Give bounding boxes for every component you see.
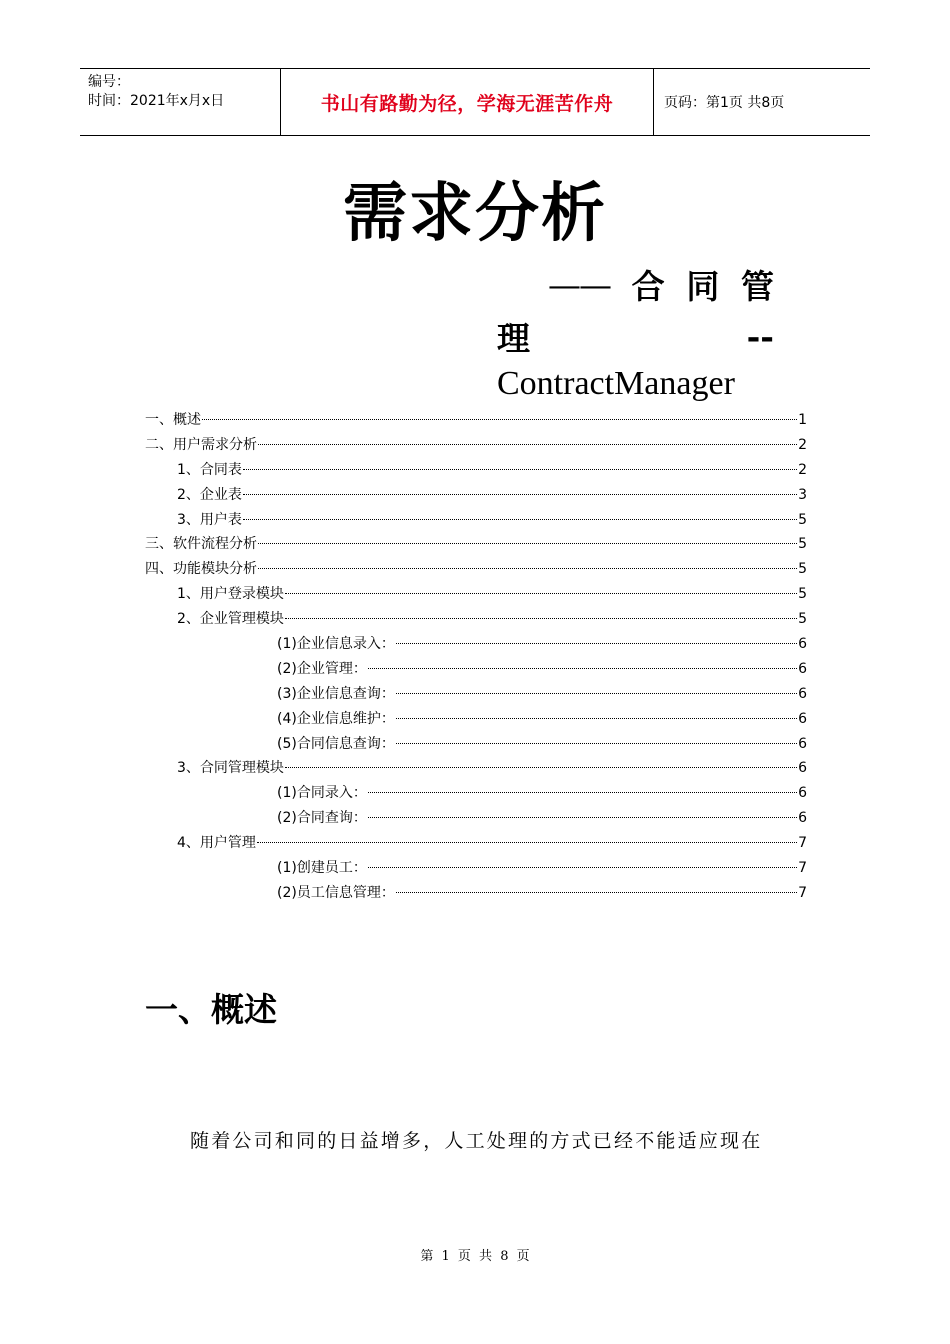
toc-leader-dots xyxy=(368,867,797,868)
toc-entry-page: 6 xyxy=(798,735,807,752)
toc-entry-page: 6 xyxy=(798,660,807,677)
toc-entry-page: 6 xyxy=(798,760,807,777)
toc-leader-dots xyxy=(396,643,797,644)
toc-leader-dots xyxy=(368,792,797,793)
toc-entry[interactable] xyxy=(145,881,807,906)
toc-entry-label: (3)企业信息查询： xyxy=(277,685,395,702)
toc-entry-label: 1、合同表 xyxy=(177,461,242,478)
section-heading: 一、概述 xyxy=(145,990,277,1029)
toc-leader-dots xyxy=(243,494,797,495)
subtitle-line-3: ContractManager xyxy=(497,365,735,402)
toc-leader-dots xyxy=(396,743,797,744)
toc-entry-label: 三、软件流程分析 xyxy=(145,536,257,553)
toc-entry-page: 6 xyxy=(798,810,807,827)
page-footer: 第 1 页 共 8 页 xyxy=(420,1249,530,1264)
subtitle-char: 管 xyxy=(740,266,774,306)
toc-entry-label: (5)合同信息查询： xyxy=(277,735,395,752)
toc-entry-label: (2)合同查询： xyxy=(277,810,367,827)
toc-entry[interactable] xyxy=(145,756,807,781)
toc-entry-label: 2、企业表 xyxy=(177,486,242,503)
header-page-cell xyxy=(654,69,870,135)
toc-entry-page: 7 xyxy=(798,860,807,877)
toc-leader-dots xyxy=(258,543,797,544)
toc-entry-label: 一、概述 xyxy=(145,412,201,428)
toc-entry[interactable] xyxy=(145,806,807,831)
section-paragraph: 随着公司和同的日益增多，人工处理的方式已经不能适应现在 xyxy=(190,1130,763,1152)
toc-entry[interactable] xyxy=(145,607,807,632)
motto-text: 书山有路勤为径，学海无涯苦作舟 xyxy=(320,92,614,115)
toc-entry-label: (1)创建员工： xyxy=(277,860,367,877)
toc-entry-page: 5 xyxy=(798,611,807,628)
page-info: 页码：第1页 共8页 xyxy=(664,95,785,111)
toc-leader-dots xyxy=(285,767,797,768)
toc-entry[interactable] xyxy=(145,532,807,557)
toc-entry-page: 6 xyxy=(798,636,807,653)
toc-entry[interactable] xyxy=(145,781,807,806)
toc-entry-label: 2、企业管理模块 xyxy=(177,611,284,628)
toc-entry-label: 1、用户登录模块 xyxy=(177,586,284,603)
subtitle-line-1 xyxy=(548,262,774,306)
toc-entry[interactable] xyxy=(145,458,807,483)
time-label: 时间：2021年x月x日 xyxy=(88,93,225,109)
toc-leader-dots xyxy=(396,693,797,694)
toc-entry-label: (1)企业信息录入： xyxy=(277,636,395,653)
toc-entry-label: (2)员工信息管理： xyxy=(277,884,395,901)
toc-entry-page: 5 xyxy=(798,561,807,578)
subtitle-line-2 xyxy=(497,314,774,358)
toc-entry-label: (4)企业信息维护： xyxy=(277,710,395,727)
toc-leader-dots xyxy=(285,618,797,619)
toc-entry-label: 3、合同管理模块 xyxy=(177,760,284,777)
toc-entry[interactable] xyxy=(145,682,807,707)
toc-leader-dots xyxy=(396,718,797,719)
header-meta-cell xyxy=(80,69,281,135)
toc-entry-label: (2)企业管理： xyxy=(277,660,367,677)
document-title: 需求分析 xyxy=(343,176,607,251)
toc-entry-page: 5 xyxy=(798,586,807,603)
toc-leader-dots xyxy=(258,568,797,569)
subtitle-dash: —— xyxy=(548,264,610,304)
toc-entry[interactable] xyxy=(145,508,807,533)
toc-entry-label: 4、用户管理 xyxy=(177,835,256,852)
toc-leader-dots xyxy=(368,817,797,818)
toc-entry-label: 二、用户需求分析 xyxy=(145,436,257,453)
toc-entry[interactable] xyxy=(145,582,807,607)
toc-entry[interactable] xyxy=(145,632,807,657)
toc-entry-page: 1 xyxy=(798,412,807,428)
toc-entry[interactable] xyxy=(145,732,807,757)
toc-entry-label: (1)合同录入： xyxy=(277,785,367,802)
header-motto-cell xyxy=(281,69,654,135)
toc-entry[interactable] xyxy=(145,657,807,682)
toc-leader-dots xyxy=(243,469,797,470)
toc-entry[interactable] xyxy=(145,433,807,458)
number-label: 编号： xyxy=(88,74,130,90)
toc-entry[interactable] xyxy=(145,831,807,856)
toc-leader-dots xyxy=(396,892,797,893)
toc-entry-page: 7 xyxy=(798,835,807,852)
toc-leader-dots xyxy=(258,444,797,445)
toc-leader-dots xyxy=(285,593,797,594)
toc-entry-page: 5 xyxy=(798,511,807,528)
toc-entry-page: 7 xyxy=(798,884,807,901)
subtitle-dashes: -- xyxy=(746,316,774,356)
toc-leader-dots xyxy=(243,519,797,520)
toc-entry[interactable] xyxy=(145,557,807,582)
toc-entry[interactable] xyxy=(145,707,807,732)
document-header xyxy=(80,68,870,136)
subtitle-char: 理 xyxy=(497,318,530,358)
table-of-contents xyxy=(145,408,807,906)
toc-entry-page: 6 xyxy=(798,785,807,802)
subtitle-char: 合 xyxy=(631,266,665,306)
toc-entry-page: 6 xyxy=(798,685,807,702)
toc-entry[interactable] xyxy=(145,856,807,881)
toc-entry-label: 四、功能模块分析 xyxy=(145,561,257,578)
toc-entry-page: 3 xyxy=(798,486,807,503)
toc-entry-label: 3、用户表 xyxy=(177,511,242,528)
toc-entry-page: 5 xyxy=(798,536,807,553)
toc-leader-dots xyxy=(368,668,797,669)
subtitle-char: 同 xyxy=(686,266,720,306)
toc-leader-dots xyxy=(257,842,797,843)
toc-entry-page: 6 xyxy=(798,710,807,727)
toc-entry-page: 2 xyxy=(798,461,807,478)
toc-entry[interactable] xyxy=(145,483,807,508)
toc-entry[interactable] xyxy=(145,408,807,433)
toc-entry-page: 2 xyxy=(798,436,807,453)
toc-leader-dots xyxy=(202,419,797,420)
